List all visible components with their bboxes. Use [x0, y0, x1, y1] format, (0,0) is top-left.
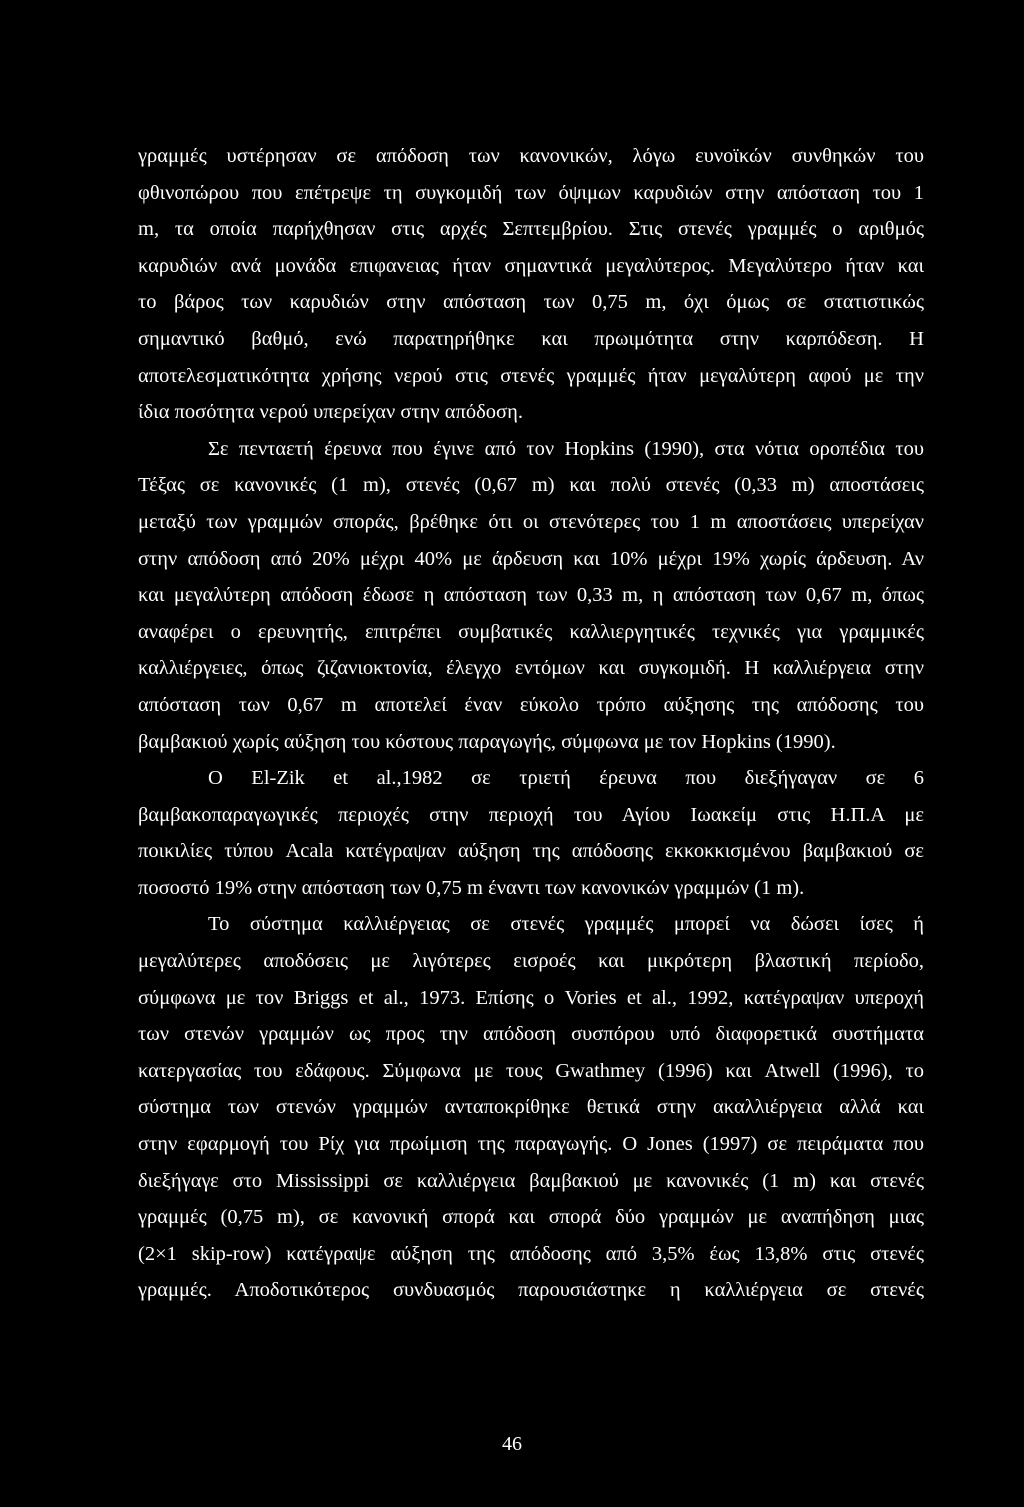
text-line: Σε πενταετή έρευνα που έγινε από τον Hopkins (1990), στα νότια οροπέδια του	[208, 437, 924, 460]
text-line: στην εφαρμογή του Ρίχ για πρωίμιση της παραγωγής. Ο Jones (1997) σε πειράματα που	[138, 1133, 924, 1156]
text-line: αναφέρει ο ερευνητής, επιτρέπει συμβατικές καλλιεργητικές τεχνικές για γραμμικές	[138, 620, 924, 643]
paragraph-2	[138, 431, 924, 760]
paragraph-3	[138, 760, 924, 906]
text-line: το βάρος των καρυδιών στην απόσταση των 0,75 m, όχι όμως σε στατιστικώς	[138, 291, 924, 314]
text-line: σύμφωνα με τον Briggs et al., 1973. Επίσης ο Vories et al., 1992, κατέγραψαν υπεροχή	[138, 986, 924, 1009]
text-line: των στενών γραμμών ως προς την απόδοση συσπόρου υπό διαφορετικά συστήματα	[138, 1023, 924, 1046]
text-line: απόσταση των 0,67 m αποτελεί έναν εύκολο τρόπο αύξησης της απόδοσης του	[138, 693, 924, 716]
text-line: Το σύστημα καλλιέργειας σε στενές γραμμές μπορεί να δώσει ίσες ή	[208, 913, 924, 936]
text-line: μεγαλύτερες αποδόσεις με λιγότερες εισροές και μικρότερη βλαστική περίοδο,	[138, 950, 924, 973]
text-line: ποικιλίες τύπου Acala κατέγραψαν αύξηση της απόδοσης εκκοκκισμένου βαμβακιού σε	[138, 840, 924, 863]
text-line: Τέξας σε κανονικές (1 m), στενές (0,67 m) και πολύ στενές (0,33 m) αποστάσεις	[138, 474, 924, 497]
page-number: 46	[502, 1433, 522, 1455]
text-line: κατεργασίας του εδάφους. Σύμφωνα με τους Gwathmey (1996) και Atwell (1996), το	[138, 1059, 924, 1082]
text-line: m, τα οποία παρήχθησαν στις αρχές Σεπτεμβρίου. Στις στενές γραμμές ο αριθμός	[138, 218, 924, 241]
text-line: στην απόδοση από 20% μέχρι 40% με άρδευση και 10% μέχρι 19% χωρίς άρδευση. Αν	[138, 547, 924, 570]
body-text	[138, 138, 924, 1309]
text-line: καλλιέργειες, όπως ζιζανιοκτονία, έλεγχο εντόμων και συγκομιδή. Η καλλιέργεια στην	[138, 657, 924, 680]
text-line: σημαντικό βαθμό, ενώ παρατηρήθηκε και πρωιμότητα στην καρπόδεση. Η	[138, 327, 924, 350]
text-line: γραμμές. Αποδοτικότερος συνδυασμός παρουσιάστηκε η καλλιέργεια σε στενές	[138, 1279, 924, 1302]
text-line: Ο El-Zik et al.,1982 σε τριετή έρευνα που διεξήγαγαν σε 6	[208, 767, 924, 790]
text-line: διεξήγαγε στο Mississippi σε καλλιέργεια βαμβακιού με κανονικές (1 m) και στενές	[138, 1169, 924, 1192]
paragraph-1	[138, 138, 924, 431]
text-line: ίδια ποσότητα νερού υπερείχαν στην απόδοση.	[138, 401, 523, 424]
text-line: (2×1 skip-row) κατέγραψε αύξηση της απόδοσης από 3,5% έως 13,8% στις στενές	[138, 1242, 924, 1265]
text-line: και μεγαλύτερη απόδοση έδωσε η απόσταση των 0,33 m, η απόσταση των 0,67 m, όπως	[138, 584, 924, 607]
text-line: φθινοπώρου που επέτρεψε τη συγκομιδή των όψιμων καρυδιών στην απόσταση του 1	[138, 181, 924, 204]
text-line: ποσοστό 19% στην απόσταση των 0,75 m έναντι των κανονικών γραμμών (1 m).	[138, 876, 805, 899]
text-line: καρυδιών ανά μονάδα επιφανειας ήταν σημαντικά μεγαλύτερος. Μεγαλύτερο ήταν και	[138, 254, 924, 277]
text-line: βαμβακιού χωρίς αύξηση του κόστους παραγωγής, σύμφωνα με τον Hopkins (1990).	[138, 730, 836, 753]
text-line: σύστημα των στενών γραμμών ανταποκρίθηκε θετικά στην ακαλλιέργεια αλλά και	[138, 1096, 924, 1119]
paragraph-4	[138, 906, 924, 1309]
text-line: μεταξύ των γραμμών σποράς, βρέθηκε ότι οι στενότερες του 1 m αποστάσεις υπερείχαν	[138, 510, 924, 533]
text-line: βαμβακοπαραγωγικές περιοχές στην περιοχή του Αγίου Ιωακείμ στις Η.Π.Α με	[138, 803, 924, 826]
text-line: γραμμές (0,75 m), σε κανονική σπορά και σπορά δύο γραμμών με αναπήδηση μιας	[138, 1206, 924, 1229]
text-line: γραμμές υστέρησαν σε απόδοση των κανονικών, λόγω ευνοϊκών συνθηκών του	[138, 145, 924, 167]
text-line: αποτελεσματικότητα χρήσης νερού στις στενές γραμμές ήταν μεγαλύτερη αφού με την	[138, 364, 924, 387]
